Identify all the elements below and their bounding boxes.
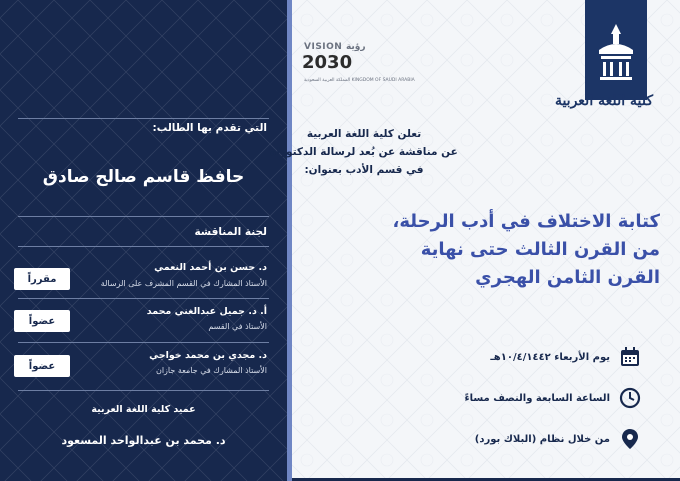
university-emblem-icon bbox=[595, 22, 637, 82]
committee-member-title: الأستاذ المشارك في جامعة جازان bbox=[155, 366, 267, 375]
vision-kingdom: المملكة العربية السعودية KINGDOM OF SAUDI ARABIA bbox=[304, 78, 415, 83]
vision-label: VISION رؤية bbox=[304, 42, 366, 52]
committee-member-name: د. مجدي بن محمد خواجي bbox=[149, 350, 267, 361]
student-name: حافظ قاسم صالح صادق bbox=[42, 167, 245, 187]
committee-member-role: مقرراً bbox=[14, 268, 70, 290]
date-row bbox=[490, 345, 642, 369]
student-label: التي تقدم بها الطالب: bbox=[152, 122, 267, 134]
divider bbox=[18, 246, 269, 247]
committee-member-name: د. حسن بن أحمد النعمي bbox=[154, 262, 267, 273]
vision-2030-logo bbox=[300, 38, 415, 94]
vision-year: 2030 bbox=[302, 52, 353, 73]
announcement-line: تعلن كلية اللغة العربية bbox=[306, 128, 422, 140]
platform-row bbox=[475, 427, 642, 451]
committee-member-title: الأستاذ المشارك في القسم المشرف على الرسالة bbox=[100, 279, 267, 288]
committee-member-title: الأستاذ في القسم bbox=[208, 322, 267, 331]
clock-icon bbox=[618, 386, 642, 410]
committee-member-name: أ. د. جميل عبدالغني محمد bbox=[146, 306, 267, 317]
event-platform: من خلال نظام (البلاك بورد) bbox=[474, 433, 610, 445]
committee-member-role: عضواً bbox=[14, 310, 70, 332]
divider bbox=[18, 390, 269, 391]
divider bbox=[18, 298, 269, 299]
committee-panel bbox=[0, 0, 287, 481]
accent-divider-bar bbox=[287, 0, 292, 481]
calendar-icon bbox=[618, 345, 642, 369]
announcement-line: عن مناقشة عن بُعد لرسالة الدكتوراه bbox=[270, 146, 458, 158]
time-row bbox=[464, 386, 642, 410]
event-date: يوم الأربعاء ١٠/٤/١٤٤٢هـ bbox=[490, 351, 610, 363]
university-logo bbox=[585, 0, 647, 100]
committee-member-role: عضواً bbox=[14, 355, 70, 377]
announcement-line: في قسم الأدب بعنوان: bbox=[304, 164, 424, 176]
dean-name: د. محمد بن عبدالواحد المسعود bbox=[61, 434, 226, 447]
divider bbox=[18, 342, 269, 343]
committee-label: لجنة المناقشة bbox=[194, 226, 267, 238]
event-time: الساعة السابعة والنصف مساءً bbox=[464, 392, 610, 404]
dean-label: عميد كلية اللغة العربية bbox=[91, 404, 196, 415]
divider bbox=[18, 118, 269, 119]
thesis-title bbox=[300, 208, 660, 292]
college-name-logo: كلية اللغة العربية bbox=[554, 93, 654, 109]
location-pin-icon bbox=[618, 427, 642, 451]
thesis-title-line: القرن الثامن الهجري bbox=[475, 266, 660, 288]
thesis-title-line: كتابة الاختلاف في أدب الرحلة، bbox=[392, 211, 660, 232]
divider bbox=[18, 216, 269, 217]
thesis-title-line: من القرن الثالث حتى نهاية bbox=[420, 238, 660, 260]
